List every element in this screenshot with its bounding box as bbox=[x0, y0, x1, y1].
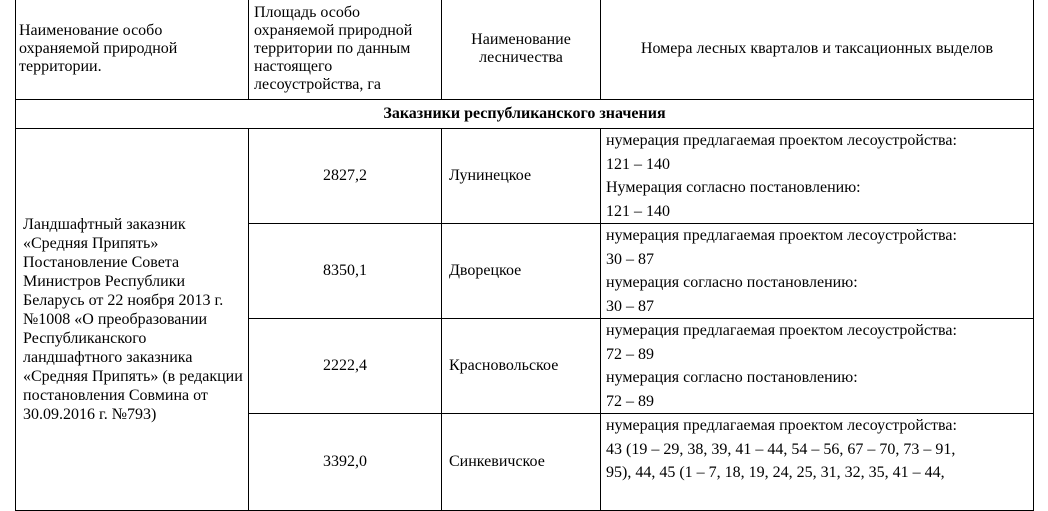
quarters-line: нумерация согласно постановлению: bbox=[606, 369, 858, 386]
forestry-cell: Синкевичское bbox=[442, 414, 601, 511]
quarters-line: нумерация предлагаемая проектом лесоустройства: bbox=[606, 132, 957, 149]
header-quarters: Номера лесных кварталов и таксационных выделов bbox=[601, 0, 1034, 100]
forestry-cell: Дворецкое bbox=[442, 224, 601, 319]
quarters-line: 95), 44, 45 (1 – 7, 18, 19, 24, 25, 31, 32, 35, 41 – 44, bbox=[606, 464, 945, 481]
quarters-cell bbox=[601, 129, 1034, 224]
quarters-line: Нумерация согласно постановлению: bbox=[606, 179, 861, 196]
quarters-cell bbox=[601, 414, 1034, 511]
quarters-line: 72 – 89 bbox=[606, 345, 654, 363]
quarters-line: нумерация согласно постановлению: bbox=[606, 274, 858, 291]
header-area: Площадь особо охраняемой природной территории по данным настоящего лесоустройства, га bbox=[249, 0, 442, 100]
quarters-line: нумерация предлагаемая проектом лесоустройства: bbox=[606, 417, 957, 434]
quarters-line: 43 (19 – 29, 38, 39, 41 – 44, 54 – 56, 67 – 70, 73 – 91, bbox=[606, 440, 956, 458]
table-row bbox=[16, 129, 1034, 224]
quarters-cell bbox=[601, 224, 1034, 319]
area-cell: 3392,0 bbox=[249, 414, 442, 511]
forestry-cell: Лунинецкое bbox=[442, 129, 601, 224]
section-title: Заказники республиканского значения bbox=[16, 100, 1034, 129]
quarters-line: 72 – 89 bbox=[606, 392, 654, 410]
section-row bbox=[16, 100, 1034, 129]
quarters-line: 121 – 140 bbox=[606, 202, 670, 220]
quarters-line: 121 – 140 bbox=[606, 155, 670, 173]
reserve-name: Ландшафтный заказник «Средняя Припять» Постановление Совета Министров Республики Беларусь от 22 ноября 2013 г. №1008 «О преобразовании Республиканского ландшафтного заказника «Средняя Припять» (в редакции постановления Совмина от 30.09.2016 г. №793) bbox=[16, 129, 249, 511]
area-cell: 2827,2 bbox=[249, 129, 442, 224]
header-row bbox=[16, 0, 1034, 100]
header-forestry: Наименование лесничества bbox=[442, 0, 601, 100]
area-cell: 8350,1 bbox=[249, 224, 442, 319]
header-territory-name: Наименование особо охраняемой природной территории. bbox=[16, 0, 249, 100]
area-cell: 2222,4 bbox=[249, 319, 442, 414]
quarters-line: 30 – 87 bbox=[606, 250, 654, 268]
quarters-cell bbox=[601, 319, 1034, 414]
quarters-line: нумерация предлагаемая проектом лесоустройства: bbox=[606, 322, 957, 339]
quarters-line: 30 – 87 bbox=[606, 297, 654, 315]
reserves-table bbox=[15, 0, 1034, 511]
quarters-line: нумерация предлагаемая проектом лесоустройства: bbox=[606, 227, 957, 244]
forestry-cell: Красновольское bbox=[442, 319, 601, 414]
